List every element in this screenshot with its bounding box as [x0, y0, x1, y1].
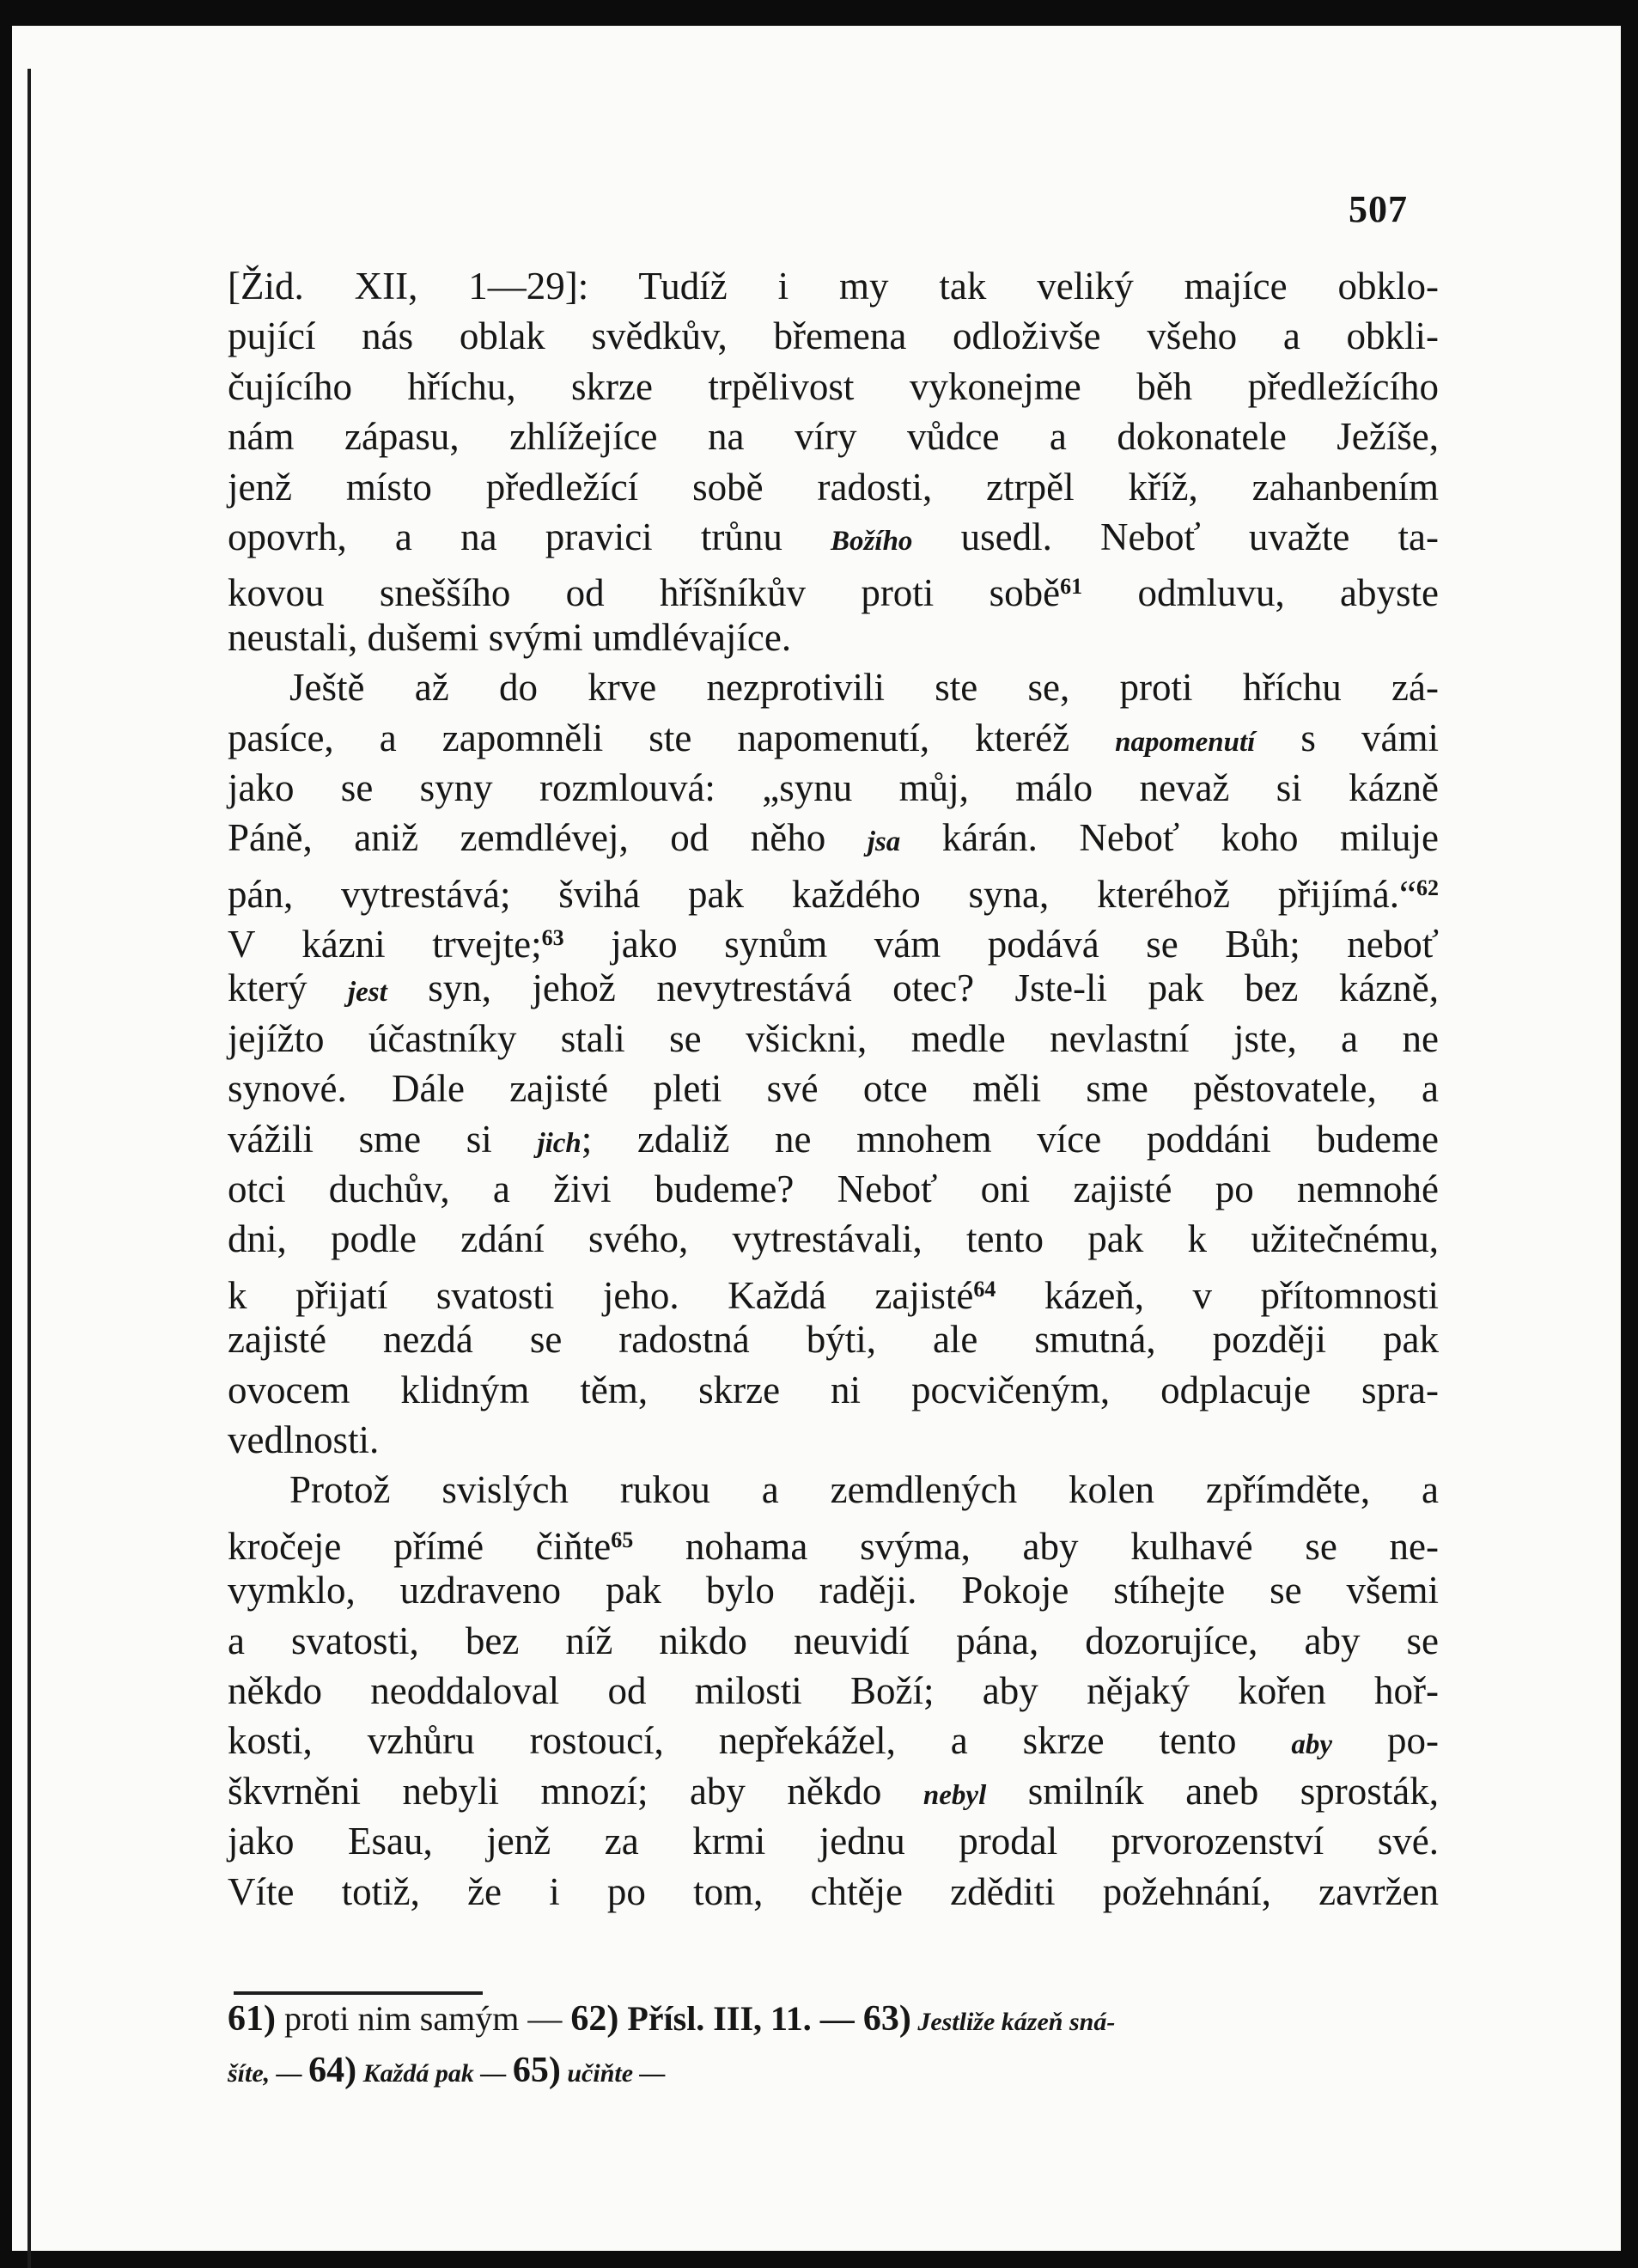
text-segment: usedl. Neboť uvažte ta-	[912, 515, 1439, 558]
text-line	[228, 512, 1439, 562]
text-segment: kosti, vzhůru rostoucí, nepřekážel, a skrze tento	[228, 1719, 1292, 1763]
text-segment: Ještě až do krve nezprotivili ste se, proti hříchu zá-	[289, 666, 1439, 710]
text-line	[228, 1766, 1439, 1816]
footnote-62-text: Přísl. III, 11. —	[618, 1999, 863, 2038]
text-segment: čujícího hříchu, skrze trpělivost vykonejme běh předležícího	[228, 364, 1439, 408]
text-line	[228, 1565, 1439, 1615]
footnote-63-number: 63)	[862, 1999, 911, 2039]
text-line	[228, 1867, 1439, 1917]
text-line	[228, 311, 1439, 361]
text-line	[228, 1415, 1439, 1465]
text-segment: který	[228, 966, 348, 1010]
footnote-64-text: Každá pak —	[356, 2059, 513, 2088]
text-segment: vedlnosti.	[228, 1418, 380, 1461]
italic-word: jest	[347, 977, 387, 1009]
text-segment: pán, vytrestává; švihá pak každého syna, kteréhož přijímá.“	[228, 872, 1416, 916]
footnote-line-2	[228, 2045, 1439, 2096]
body-text	[228, 261, 1439, 1917]
footnote-ref: 63	[541, 925, 564, 951]
text-line	[228, 1265, 1439, 1317]
text-line	[228, 1515, 1439, 1568]
text-segment: odmluvu, abyste	[1082, 571, 1439, 615]
footnote-ref: 61	[1060, 574, 1083, 600]
text-line	[228, 662, 1439, 712]
text-segment: jako se syny rozmlouvá: „synu můj, málo nevaž si kázně	[228, 765, 1439, 809]
text-segment: a svatosti, bez níž nikdo neuvidí pána, dozorujíce, aby se	[228, 1619, 1439, 1662]
footnote-ref: 64	[973, 1276, 996, 1302]
text-segment: někdo neoddaloval od milosti Boží; aby nějaký kořen hoř-	[228, 1668, 1439, 1712]
text-segment: jako synům vám podává se Bůh; neboť	[563, 923, 1440, 966]
text-segment: kročeje přímé čiňte	[228, 1524, 612, 1568]
text-line	[228, 1014, 1439, 1064]
text-segment: syn, jehož nevytrestává otec? Jste-li pak bez kázně,	[387, 966, 1439, 1010]
text-segment: opovrh, a na pravici trůnu	[228, 515, 831, 558]
text-segment: pující nás oblak svědkův, břemena odloživše všeho a obkli-	[228, 314, 1439, 358]
text-line	[228, 713, 1439, 763]
footnote-63-text-cont: šíte, —	[228, 2059, 309, 2088]
text-line	[228, 863, 1439, 916]
text-segment: nohama svýma, aby kulhavé se ne-	[633, 1524, 1439, 1568]
text-line	[228, 1816, 1439, 1866]
text-line	[228, 1164, 1439, 1214]
text-segment: ; zdaliž ne mnohem více poddáni budeme	[581, 1117, 1439, 1161]
text-line	[228, 1114, 1439, 1164]
text-segment: kovou sneššího od hříšníkův proti sobě	[228, 571, 1061, 615]
footnote-63-text: Jestliže kázeň sná-	[910, 2008, 1116, 2036]
text-segment: škvrněni nebyli mnozí; aby někdo	[228, 1769, 923, 1813]
footnote-ref: 65	[611, 1527, 634, 1552]
text-line	[228, 1314, 1439, 1364]
footnote-64-number: 64)	[308, 2051, 357, 2090]
text-segment: Víte totiž, že i po tom, chtěje zděditi požehnání, zavržen	[228, 1869, 1439, 1913]
text-line	[228, 412, 1439, 461]
text-line	[228, 1616, 1439, 1666]
footnote-line-1	[228, 1993, 1439, 2045]
italic-word: jich	[537, 1127, 582, 1159]
text-segment: vymklo, uzdraveno pak bylo raději. Pokoje stíhejte se všemi	[228, 1569, 1439, 1613]
page-binding-line	[27, 69, 31, 2268]
footnote-65-text: učiňte —	[560, 2059, 666, 2088]
text-segment: Páně, aniž zemdlévej, od něho	[228, 816, 868, 860]
text-segment: zajisté nezdá se radostná býti, ale smutná, později pak	[228, 1318, 1439, 1362]
footnote-61-text: proti nim samým —	[276, 1999, 571, 2038]
text-line	[228, 963, 1439, 1013]
footnote-ref: 62	[1416, 875, 1439, 900]
text-segment: kárán. Neboť koho miluje	[900, 816, 1439, 860]
italic-word: Božího	[831, 525, 913, 557]
italic-word: jsa	[867, 826, 901, 858]
text-segment: synové. Dále zajisté pleti své otce měli sme pěstovatele, a	[228, 1067, 1439, 1111]
italic-word: napomenutí	[1115, 726, 1256, 758]
text-segment: s vámi	[1255, 716, 1439, 759]
text-segment: smilník aneb sprosták,	[986, 1769, 1439, 1813]
text-segment: jako Esau, jenž za krmi jednu prodal prvorozenství své.	[228, 1820, 1439, 1863]
page-number: 507	[1349, 188, 1408, 230]
text-segment: pasíce, a zapomněli ste napomenutí, kteréž	[228, 716, 1116, 759]
footnote-61-number: 61)	[228, 1999, 276, 2039]
text-line	[228, 913, 1440, 966]
text-segment: V kázni trvejte;	[228, 923, 542, 966]
text-line	[228, 362, 1439, 412]
text-segment: neustali, dušemi svými umdlévajíce.	[228, 615, 792, 659]
footnotes	[228, 1976, 1439, 2096]
text-line	[228, 562, 1439, 615]
text-line	[228, 1716, 1439, 1765]
text-line	[228, 1214, 1439, 1264]
italic-word: nebyl	[923, 1779, 987, 1811]
text-line	[228, 1365, 1439, 1415]
text-line	[228, 462, 1439, 512]
text-line	[228, 1465, 1439, 1515]
text-segment: dni, podle zdání svého, vytrestávali, tento pak k užitečnému,	[228, 1217, 1439, 1261]
text-line	[228, 813, 1439, 863]
text-segment: kázeň, v přítomnosti	[996, 1273, 1439, 1317]
text-segment: po-	[1332, 1719, 1439, 1763]
text-segment: Protož svislých rukou a zemdlených kolen zpřímděte, a	[289, 1468, 1439, 1512]
text-line	[228, 1064, 1439, 1113]
text-line	[228, 613, 1439, 662]
text-segment: nám zápasu, zhlížejíce na víry vůdce a dokonatele Ježíše,	[228, 415, 1439, 459]
text-line	[228, 261, 1439, 311]
text-segment: [Žid. XII, 1—29]: Tudíž i my tak veliký majíce obklo-	[228, 265, 1439, 308]
footnote-62-number: 62)	[570, 1999, 619, 2039]
text-line	[228, 763, 1439, 813]
text-segment: otci duchův, a živi budeme? Neboť oni zajisté po nemnohé	[228, 1168, 1439, 1211]
text-segment: k přijatí svatosti jeho. Každá zajisté	[228, 1273, 974, 1317]
text-segment: vážili sme si	[228, 1117, 538, 1161]
footnote-65-number: 65)	[512, 2051, 561, 2090]
text-segment: ovocem klidným těm, skrze ni pocvičeným, odplacuje spra-	[228, 1368, 1439, 1411]
text-segment: jenž místo předležící sobě radosti, ztrpěl kříž, zahanbením	[228, 465, 1439, 509]
text-line	[228, 1666, 1439, 1716]
text-segment: jejížto účastníky stali se všickni, medle nevlastní jste, a ne	[228, 1016, 1439, 1060]
italic-word: aby	[1291, 1729, 1333, 1761]
